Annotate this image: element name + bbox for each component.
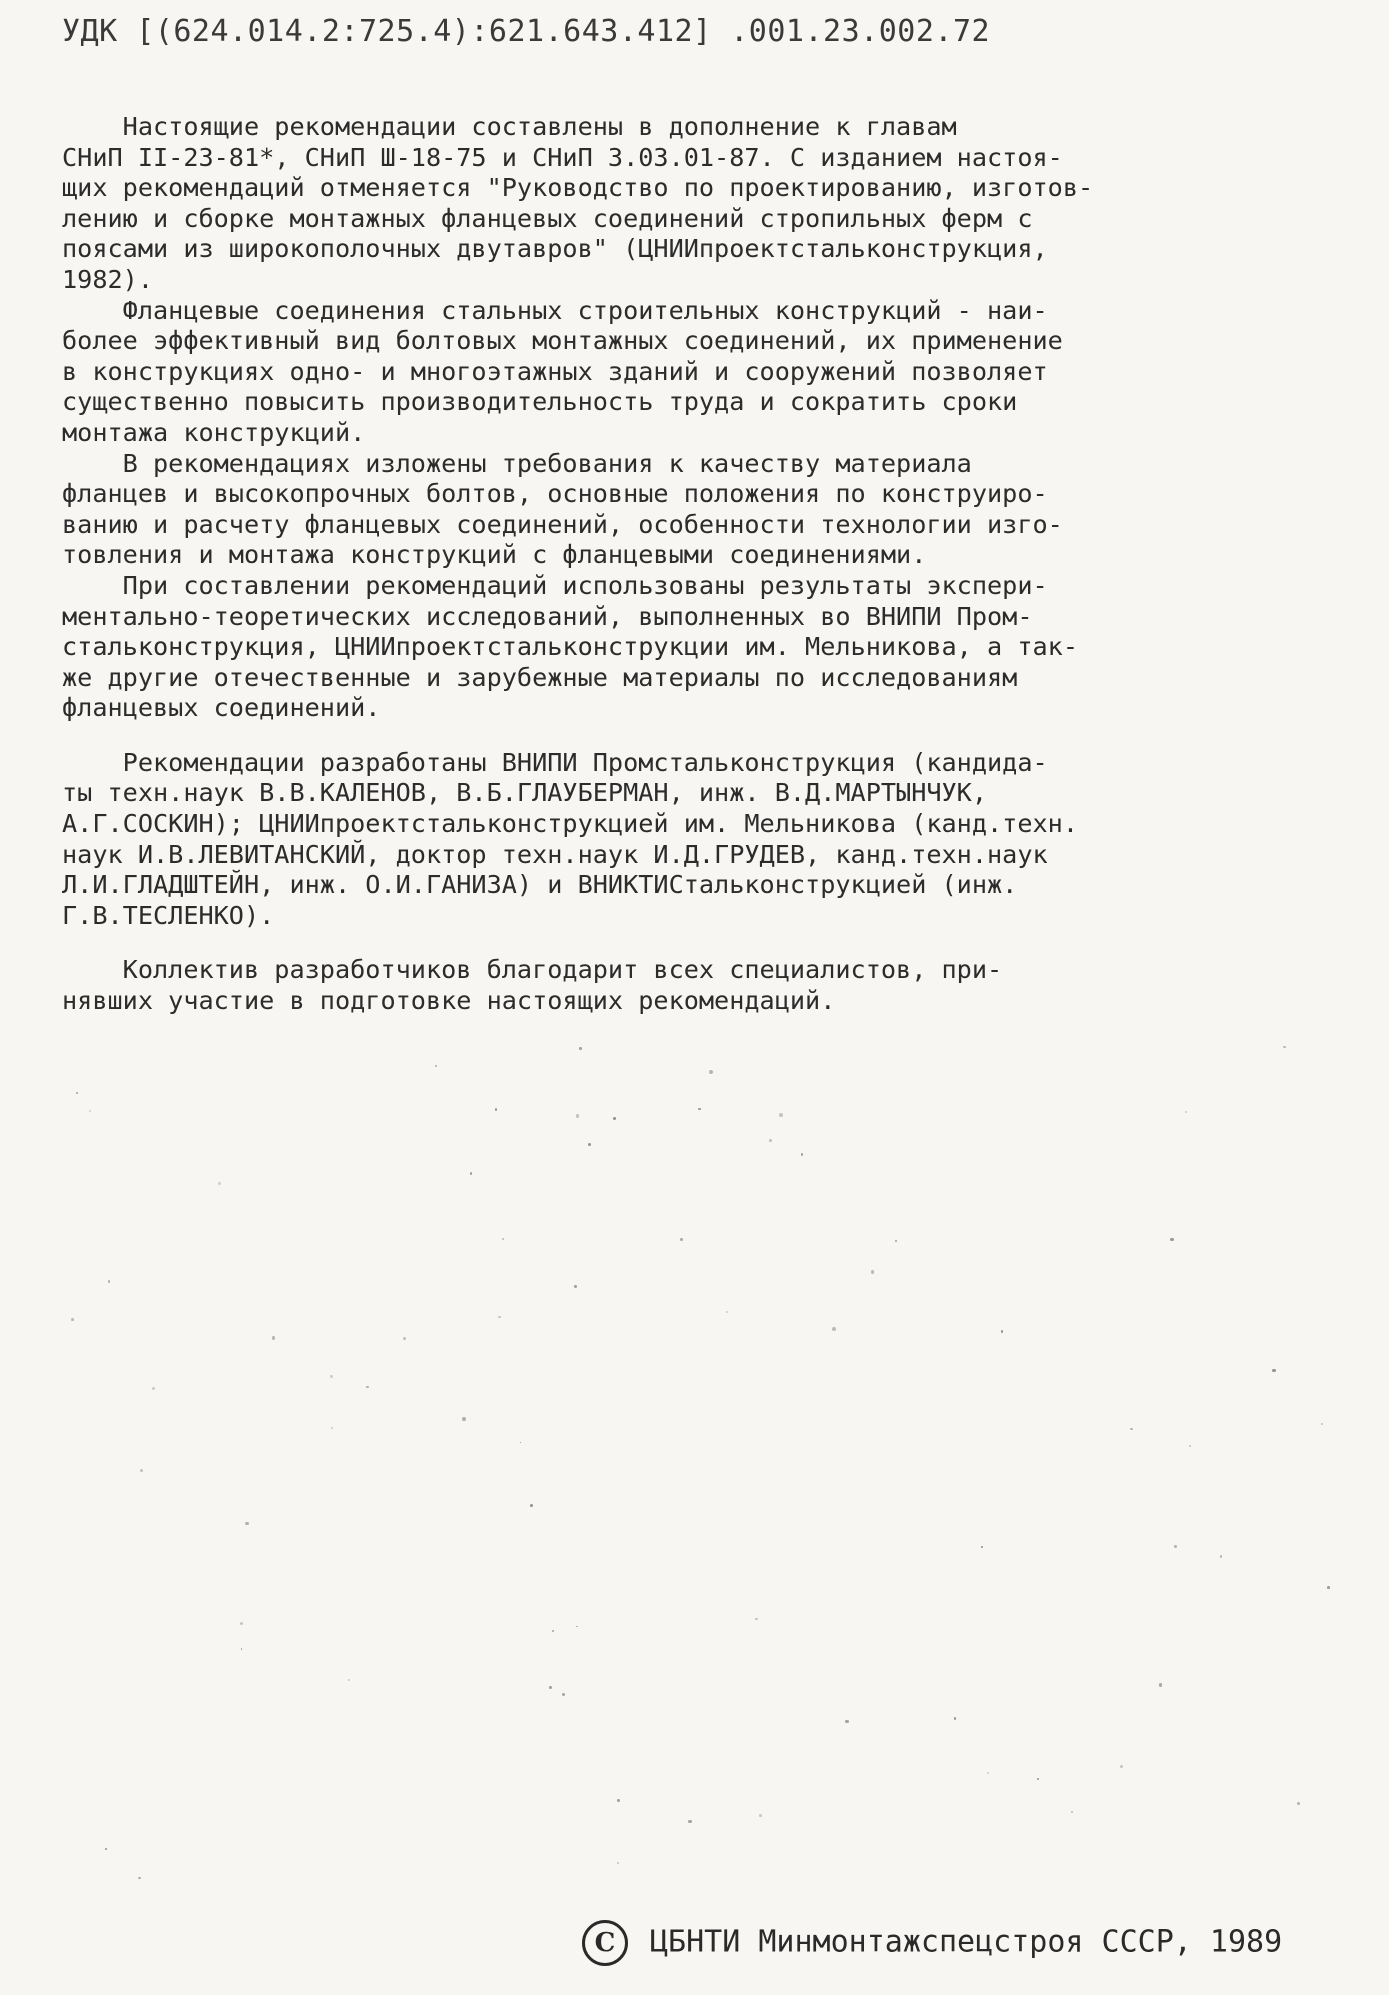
scan-speck (1327, 1586, 1330, 1589)
scan-speck (832, 1327, 836, 1331)
paragraph-spacer (62, 931, 1312, 955)
text-line: В рекомендациях изложены требования к качеству материала (62, 448, 972, 478)
scan-speck (576, 1626, 578, 1628)
scan-speck (272, 1336, 276, 1340)
text-line: нявших участие в подготовке настоящих рекомендаций. (62, 986, 836, 1016)
paragraph-requirements (62, 449, 1312, 571)
scan-speck (726, 1311, 728, 1313)
scan-speck (520, 1442, 522, 1444)
scan-speck (895, 1240, 897, 1242)
paragraph-authors (62, 748, 1312, 932)
scan-speck (1185, 1111, 1187, 1113)
text-line: Г.В.ТЕСЛЕНКО). (62, 900, 275, 930)
scan-speck (502, 1238, 504, 1240)
paragraph-research (62, 571, 1312, 724)
text-line: 1982). (62, 264, 153, 294)
scan-speck (403, 1337, 406, 1340)
scan-speck (680, 1238, 683, 1241)
scan-speck (552, 1630, 554, 1632)
scan-speck (1272, 1369, 1276, 1373)
scan-speck (1283, 1046, 1285, 1048)
text-line: стальконструкция, ЦНИИпроектстальконструкции им. Мельникова, а так- (62, 632, 1078, 662)
scan-speck (549, 1686, 552, 1689)
scan-speck (218, 1182, 221, 1185)
text-line: поясами из широкополочных двутавров" (ЦНИИпроектстальконструкция, (62, 234, 1048, 264)
scan-speck (613, 1117, 616, 1120)
publisher-text: ЦБНТИ Минмонтажспецстроя СССР, 1989 (650, 1924, 1283, 1960)
scan-speck (140, 1469, 143, 1472)
document-body (62, 112, 1312, 1017)
scan-speck (1170, 1238, 1173, 1241)
scan-speck (954, 1717, 957, 1720)
scan-speck (698, 1108, 701, 1111)
scan-speck (579, 1047, 582, 1050)
scan-speck (755, 1618, 758, 1621)
text-line: ты техн.наук В.В.КАЛЕНОВ, В.Б.ГЛАУБЕРМАН, инж. В.Д.МАРТЫНЧУК, (62, 778, 988, 808)
text-line: Л.И.ГЛАДШТЕЙН, инж. О.И.ГАНИЗА) и ВНИКТИСтальконструкцией (инж. (62, 870, 1018, 900)
scan-speck (1130, 1428, 1133, 1431)
scan-speck (871, 1270, 874, 1273)
paragraph-spacer (62, 724, 1312, 748)
scan-speck (1001, 1330, 1004, 1333)
text-line: же другие отечественные и зарубежные материалы по исследованиям (62, 662, 1018, 692)
scan-speck (71, 1318, 74, 1321)
scan-speck (240, 1622, 243, 1625)
paragraph-acknowledgement (62, 955, 1312, 1016)
scan-speck (588, 1143, 591, 1146)
text-line: в конструкциях одно- и многоэтажных зданий и сооружений позволяет (62, 356, 1048, 386)
text-line: щих рекомендаций отменяется "Руководство по проектированию, изготов- (62, 173, 1094, 203)
scan-speck (688, 1820, 691, 1823)
scan-speck (331, 1427, 333, 1429)
text-line: Фланцевые соединения стальных строительных конструкций - наи- (62, 295, 1048, 325)
paragraph-flange-efficiency (62, 296, 1312, 449)
scan-speck (1071, 1811, 1073, 1813)
scan-speck (1189, 1445, 1191, 1447)
scan-speck (1120, 1765, 1123, 1768)
scan-speck (1220, 1555, 1222, 1557)
text-line: товления и монтажа конструкций с фланцевыми соединениями. (62, 540, 927, 570)
text-line: более эффективный вид болтовых монтажных соединений, их применение (62, 326, 1063, 356)
scan-speck (462, 1417, 466, 1421)
scan-speck (562, 1693, 565, 1696)
scan-speck (108, 1280, 111, 1283)
scan-speck (769, 1139, 772, 1142)
scan-speck (330, 1375, 333, 1378)
scan-speck (245, 1522, 248, 1525)
scan-speck (981, 1546, 983, 1548)
scan-speck (495, 1108, 497, 1110)
text-line: СНиП II-23-81*, СНиП Ш-18-75 и СНиП 3.03.01-87. С изданием настоя- (62, 142, 1063, 172)
scan-speck (1174, 1545, 1177, 1548)
text-line: существенно повысить производительность труда и сократить сроки (62, 387, 1018, 417)
udk-classification: УДК [(624.014.2:725.4):621.643.412] .001.23.002.72 (62, 14, 991, 49)
scan-speck (779, 1113, 783, 1117)
scan-speck (348, 1679, 350, 1681)
scan-speck (617, 1799, 620, 1802)
text-line: лению и сборке монтажных фланцевых соединений стропильных ферм с (62, 203, 1033, 233)
scan-speck (105, 1848, 107, 1850)
text-line: Рекомендации разработаны ВНИПИ Промстальконструкция (кандида- (62, 747, 1048, 777)
scan-speck (801, 1153, 803, 1155)
text-line: Настоящие рекомендации составлены в дополнение к главам (62, 112, 957, 141)
scan-speck (241, 1648, 243, 1650)
scan-speck (498, 1316, 500, 1318)
scan-speck (435, 1065, 437, 1067)
text-line: При составлении рекомендаций использованы результаты экспери- (62, 570, 1048, 600)
scan-speck (470, 1172, 473, 1175)
text-line: ванию и расчету фланцевых соединений, особенности технологии изго- (62, 509, 1063, 539)
text-line: фланцевых соединений. (62, 693, 381, 723)
text-line: фланцев и высокопрочных болтов, основные положения по конструиро- (62, 479, 1048, 509)
scan-speck (617, 1862, 619, 1864)
scan-speck (987, 1772, 989, 1774)
scan-speck (530, 1504, 533, 1507)
text-line: Коллектив разработчиков благодарит всех специалистов, при- (62, 955, 1003, 985)
scan-speck (1321, 1423, 1323, 1425)
text-line: ментально-теоретических исследований, выполненных во ВНИПИ Пром- (62, 601, 1033, 631)
paragraph-intro (62, 112, 1312, 296)
scan-speck (709, 1070, 713, 1074)
text-line: наук И.В.ЛЕВИТАНСКИЙ, доктор техн.наук И.Д.ГРУДЕВ, канд.техн.наук (62, 839, 1048, 869)
text-line: А.Г.СОСКИН); ЦНИИпроектстальконструкцией им. Мельникова (канд.техн. (62, 809, 1078, 839)
text-line: монтажа конструкций. (62, 417, 366, 447)
scan-speck (845, 1720, 849, 1724)
scan-speck (759, 1814, 762, 1817)
scan-speck (1037, 1778, 1039, 1780)
scan-speck (576, 1114, 580, 1118)
publisher-footer (582, 1920, 1282, 1966)
copyright-icon: C (582, 1920, 628, 1966)
scan-speck (574, 1285, 577, 1288)
scan-speck (1297, 1802, 1300, 1805)
scan-speck (366, 1386, 369, 1389)
scan-speck (76, 1092, 78, 1094)
scan-speck (138, 1877, 141, 1880)
scan-speck (89, 1110, 91, 1112)
scan-speck (1159, 1683, 1163, 1687)
scan-speck (152, 1387, 155, 1390)
